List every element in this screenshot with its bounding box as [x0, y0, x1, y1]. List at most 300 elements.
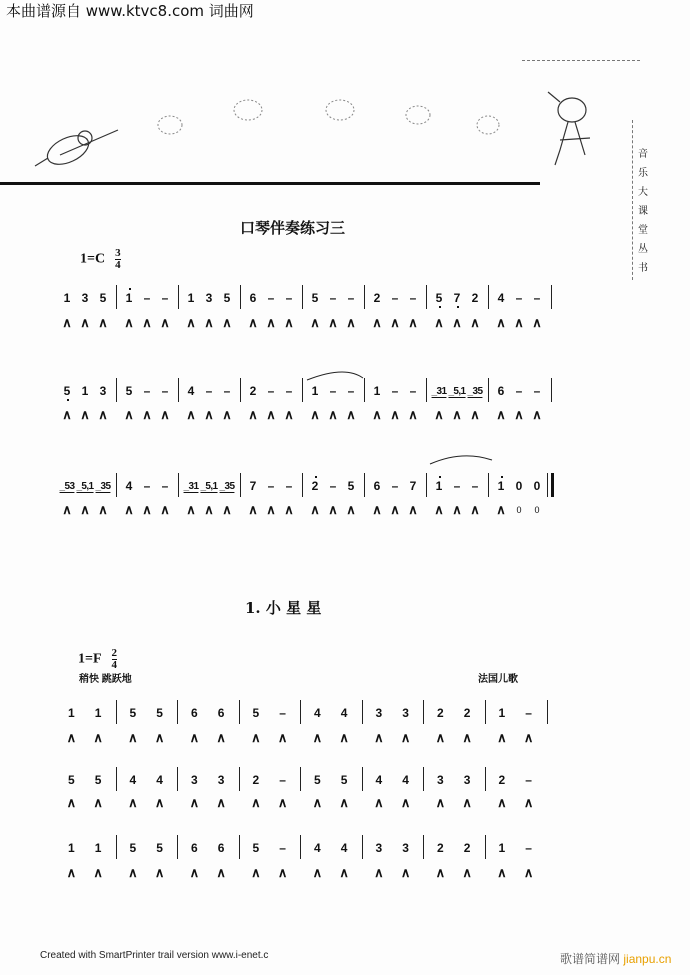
- breath-measure: [304, 792, 366, 814]
- note: –: [143, 479, 151, 493]
- note: 1: [94, 706, 102, 720]
- breath-mark: ∧: [248, 407, 258, 422]
- breath-measure: [304, 727, 366, 749]
- breath-measure: [366, 792, 428, 814]
- note: –: [525, 841, 532, 855]
- note: 6: [217, 841, 225, 855]
- measure: [58, 287, 120, 309]
- breath-mark: ∧: [216, 795, 226, 810]
- measure: [304, 769, 366, 791]
- note: 1: [311, 384, 319, 398]
- breath-mark-row: [58, 499, 554, 521]
- note: 5: [223, 291, 231, 305]
- breath-mark: ∧: [284, 407, 294, 422]
- breath-measure: [306, 312, 368, 334]
- breath-mark: ∧: [372, 502, 382, 517]
- breath-mark: ∧: [189, 865, 200, 880]
- breath-mark: ∧: [310, 502, 320, 517]
- note: 1: [498, 841, 506, 855]
- breath-mark: ∧: [66, 730, 77, 745]
- breath-mark: ∧: [390, 315, 400, 330]
- note: 5: [340, 773, 348, 787]
- song2-key: [78, 648, 117, 671]
- note: –: [409, 291, 417, 305]
- breath-mark: ∧: [128, 865, 138, 880]
- breath-mark: ∧: [400, 730, 411, 745]
- breath-measure: [58, 727, 120, 749]
- note: –: [525, 773, 532, 787]
- breath-mark: ∧: [128, 730, 138, 745]
- note: 1: [63, 291, 71, 305]
- breath-mark: ∧: [266, 502, 276, 517]
- breath-measure: [427, 792, 489, 814]
- breath-mark: ∧: [310, 315, 320, 330]
- breath-mark-row: [58, 312, 554, 334]
- breath-mark: ∧: [372, 407, 382, 422]
- breath-mark: ∧: [189, 730, 200, 745]
- note: –: [347, 291, 355, 305]
- note: –: [515, 291, 523, 305]
- breath-mark: ∧: [204, 502, 214, 517]
- breath-mark: ∧: [93, 730, 103, 745]
- note: –: [285, 384, 293, 398]
- note: 1: [68, 706, 75, 720]
- breath-mark: ∧: [408, 315, 418, 330]
- note: 1: [68, 841, 75, 855]
- breath-mark: ∧: [346, 407, 356, 422]
- note: 2: [471, 291, 479, 305]
- source-header: 本曲谱源自 www.ktvc8.com 词曲网: [6, 2, 254, 20]
- note: 5: [68, 773, 75, 787]
- breath-measure: [120, 312, 182, 334]
- series-char: 书: [638, 263, 648, 274]
- underlined-note-group: _5,1: [448, 385, 466, 397]
- note: –: [525, 706, 532, 720]
- key-signature: 1=F: [78, 651, 102, 667]
- breath-mark: ∧: [523, 730, 534, 745]
- note: 3: [463, 773, 471, 787]
- note: 2: [437, 841, 444, 855]
- breath-mark: ∧: [154, 795, 165, 810]
- note: 5: [156, 841, 163, 855]
- note: 2: [498, 773, 506, 787]
- key-signature: 1=C: [80, 251, 106, 267]
- breath-mark: ∧: [66, 865, 77, 880]
- underlined-note-group: _31: [183, 480, 199, 492]
- breath-mark: ∧: [470, 315, 480, 330]
- note: 2: [463, 841, 471, 855]
- note: –: [161, 384, 169, 398]
- breath-mark: ∧: [497, 730, 507, 745]
- note: –: [223, 384, 231, 398]
- breath-measure: [430, 312, 492, 334]
- breath-mark: ∧: [328, 407, 338, 422]
- breath-mark: ∧: [124, 315, 134, 330]
- breath-measure: [182, 499, 244, 521]
- note: 5: [129, 841, 137, 855]
- measure: [492, 287, 554, 309]
- breath-mark: ∧: [128, 795, 138, 810]
- measure: [306, 287, 368, 309]
- note: 6: [217, 706, 225, 720]
- breath-mark: ∧: [277, 795, 288, 810]
- tempo-marking: 稍快 跳跃地: [79, 674, 132, 685]
- breath-measure: [489, 792, 551, 814]
- note: 5: [94, 773, 102, 787]
- breath-mark: ∧: [339, 865, 349, 880]
- time-bottom: 4: [111, 659, 118, 671]
- header-rule: [0, 182, 540, 185]
- note: –: [533, 384, 541, 398]
- underlined-note-group: _5,1: [76, 480, 94, 492]
- breath-measure: [366, 862, 428, 884]
- note: 6: [191, 841, 198, 855]
- measure: [244, 287, 306, 309]
- measure: [489, 837, 551, 859]
- breath-mark: ∧: [435, 795, 446, 810]
- measure: [366, 769, 428, 791]
- measure: [120, 769, 182, 791]
- breath-measure: [366, 727, 428, 749]
- note: 3: [402, 706, 409, 720]
- breath-mark: 0: [534, 505, 540, 515]
- song1-title: 口琴伴奏练习三: [240, 219, 346, 237]
- breath-measure: [304, 862, 366, 884]
- breath-mark-row: [58, 862, 550, 884]
- breath-measure: [181, 862, 243, 884]
- breath-mark: ∧: [186, 315, 196, 330]
- breath-mark: ∧: [80, 502, 90, 517]
- breath-measure: [489, 862, 551, 884]
- breath-mark: ∧: [98, 502, 108, 517]
- note: 5: [125, 384, 133, 398]
- note: 7: [249, 479, 257, 493]
- measure: [58, 702, 120, 724]
- breath-mark: ∧: [434, 502, 444, 517]
- breath-mark: ∧: [462, 795, 472, 810]
- breath-mark: ∧: [222, 315, 232, 330]
- note: 1: [187, 291, 195, 305]
- breath-mark: ∧: [400, 795, 411, 810]
- underlined-note-group: _31: [431, 385, 447, 397]
- breath-mark: ∧: [248, 315, 258, 330]
- breath-mark: ∧: [189, 795, 200, 810]
- breath-mark: ∧: [408, 407, 418, 422]
- measure: [427, 702, 489, 724]
- breath-measure: [181, 727, 243, 749]
- note: –: [161, 291, 169, 305]
- measure: [243, 769, 305, 791]
- breath-mark: ∧: [154, 730, 165, 745]
- footer-credit: Created with SmartPrinter trail version www.i-enet.c: [40, 950, 269, 961]
- note: 3: [375, 706, 383, 720]
- note: 7: [448, 291, 466, 305]
- breath-mark: ∧: [160, 407, 170, 422]
- breath-mark: ∧: [277, 730, 288, 745]
- time-signature: [112, 648, 118, 671]
- breath-mark: ∧: [452, 502, 462, 517]
- breath-measure: [243, 862, 305, 884]
- breath-mark-row: [58, 792, 550, 814]
- measure: [304, 702, 366, 724]
- note: 4: [314, 841, 321, 855]
- breath-mark: ∧: [80, 315, 90, 330]
- breath-mark: ∧: [160, 315, 170, 330]
- breath-mark: ∧: [328, 315, 338, 330]
- breath-mark: ∧: [310, 407, 320, 422]
- breath-mark: ∧: [98, 315, 108, 330]
- breath-measure: [120, 862, 182, 884]
- breath-measure: [120, 499, 182, 521]
- note: –: [205, 384, 213, 398]
- breath-mark: ∧: [339, 795, 349, 810]
- note: 1: [430, 479, 448, 493]
- cartoon-illustration: [0, 80, 620, 190]
- note: 0: [515, 479, 523, 493]
- note: –: [285, 291, 293, 305]
- breath-mark: ∧: [222, 407, 232, 422]
- note: 4: [340, 706, 348, 720]
- breath-mark: ∧: [400, 865, 411, 880]
- breath-mark: ∧: [160, 502, 170, 517]
- note: –: [471, 479, 479, 493]
- breath-mark: 0: [516, 505, 522, 515]
- note: 5: [99, 291, 107, 305]
- breath-mark: ∧: [266, 407, 276, 422]
- note: 3: [375, 841, 383, 855]
- breath-measure: [58, 792, 120, 814]
- measure: [243, 837, 305, 859]
- note: 2: [463, 706, 471, 720]
- note: 4: [340, 841, 348, 855]
- breath-mark: ∧: [346, 315, 356, 330]
- note: 3: [191, 773, 198, 787]
- breath-mark: ∧: [98, 407, 108, 422]
- note: 1: [81, 384, 89, 398]
- breath-measure: [368, 312, 430, 334]
- note: –: [329, 479, 337, 493]
- breath-mark: ∧: [62, 315, 72, 330]
- breath-mark: ∧: [374, 795, 384, 810]
- series-char: 乐: [638, 168, 648, 179]
- measure: [181, 702, 243, 724]
- breath-measure: [58, 312, 120, 334]
- note: –: [347, 384, 355, 398]
- slur: [430, 456, 492, 464]
- note: 4: [314, 706, 321, 720]
- note: 0: [533, 479, 541, 493]
- note: –: [267, 479, 275, 493]
- breath-measure: [120, 792, 182, 814]
- breath-mark: ∧: [216, 865, 226, 880]
- breath-mark: ∧: [496, 315, 506, 330]
- note: 4: [402, 773, 409, 787]
- breath-mark: ∧: [462, 865, 472, 880]
- breath-measure: [244, 499, 306, 521]
- breath-measure: [58, 862, 120, 884]
- divider: [632, 120, 633, 280]
- measure: [368, 287, 430, 309]
- note: 5: [311, 291, 319, 305]
- breath-mark: ∧: [312, 730, 323, 745]
- breath-mark: ∧: [284, 315, 294, 330]
- breath-measure: [368, 499, 430, 521]
- breath-mark: ∧: [328, 502, 338, 517]
- measure: [182, 287, 244, 309]
- measure: [427, 769, 489, 791]
- breath-mark: ∧: [452, 407, 462, 422]
- divider: [522, 60, 640, 61]
- note: 1: [492, 479, 510, 493]
- slurs: [0, 360, 690, 480]
- note: 3: [205, 291, 213, 305]
- breath-mark: ∧: [532, 315, 542, 330]
- note: –: [267, 291, 275, 305]
- note: –: [391, 291, 399, 305]
- measure: [489, 769, 551, 791]
- breath-measure: [489, 727, 551, 749]
- measure: [58, 837, 120, 859]
- note: 4: [187, 384, 195, 398]
- breath-mark: ∧: [374, 730, 384, 745]
- breath-mark: ∧: [216, 730, 226, 745]
- note: 1: [373, 384, 381, 398]
- breath-mark: ∧: [470, 407, 480, 422]
- note: 3: [99, 384, 107, 398]
- note: 4: [125, 479, 133, 493]
- note: 6: [191, 706, 198, 720]
- measure: [120, 287, 182, 309]
- breath-mark: ∧: [523, 795, 534, 810]
- breath-measure: [306, 499, 368, 521]
- note: 3: [437, 773, 444, 787]
- breath-mark: ∧: [80, 407, 90, 422]
- note: –: [391, 384, 399, 398]
- cloud-icon: [158, 100, 499, 134]
- note: 2: [252, 773, 260, 787]
- breath-mark: ∧: [142, 502, 152, 517]
- measure: [489, 702, 551, 724]
- song1-key: [80, 248, 121, 271]
- note: 4: [497, 291, 505, 305]
- breath-mark: ∧: [523, 865, 534, 880]
- breath-mark: ∧: [462, 730, 472, 745]
- note: 2: [373, 291, 381, 305]
- breath-mark: ∧: [372, 315, 382, 330]
- breath-mark: ∧: [93, 795, 103, 810]
- breath-mark: ∧: [251, 795, 261, 810]
- breath-measure: [430, 499, 492, 521]
- measure: [304, 837, 366, 859]
- breath-mark: ∧: [222, 502, 232, 517]
- note: 5: [129, 706, 137, 720]
- breath-measure: [182, 312, 244, 334]
- measure: [181, 837, 243, 859]
- breath-mark: ∧: [346, 502, 356, 517]
- breath-mark: ∧: [186, 407, 196, 422]
- note: 3: [217, 773, 225, 787]
- note: 3: [81, 291, 89, 305]
- time-top: 3: [115, 247, 121, 259]
- breath-mark: ∧: [434, 315, 444, 330]
- breath-mark-row: [58, 727, 550, 749]
- breath-mark: ∧: [204, 407, 214, 422]
- note: 2: [249, 384, 257, 398]
- note: –: [409, 384, 417, 398]
- note: 2: [306, 479, 324, 493]
- notation-row: [58, 287, 554, 309]
- note: 3: [402, 841, 409, 855]
- breath-mark: ∧: [248, 502, 258, 517]
- note: 6: [373, 479, 381, 493]
- breath-mark: ∧: [514, 407, 524, 422]
- note: –: [285, 479, 293, 493]
- breath-mark: ∧: [251, 865, 261, 880]
- breath-measure: [243, 727, 305, 749]
- notation-row: [58, 769, 550, 791]
- note: 4: [375, 773, 383, 787]
- breath-measure: [244, 312, 306, 334]
- underlined-note-group: _35: [467, 385, 483, 397]
- breath-mark: ∧: [93, 865, 103, 880]
- breath-mark: ∧: [312, 795, 323, 810]
- breath-mark: ∧: [62, 407, 72, 422]
- series-label: [636, 145, 650, 278]
- breath-mark: ∧: [435, 730, 446, 745]
- slur: [307, 372, 363, 380]
- note: 5: [252, 841, 260, 855]
- song-origin: 法国儿歌: [478, 674, 518, 685]
- measure: [243, 702, 305, 724]
- breath-measure: [243, 792, 305, 814]
- breath-mark: ∧: [124, 407, 134, 422]
- note: 7: [409, 479, 417, 493]
- note: 2: [437, 706, 444, 720]
- breath-mark: ∧: [496, 502, 506, 517]
- breath-measure: [427, 727, 489, 749]
- note: 1: [94, 841, 102, 855]
- measure: [366, 702, 428, 724]
- breath-mark: ∧: [186, 502, 196, 517]
- breath-mark: ∧: [284, 502, 294, 517]
- time-top: 2: [111, 647, 118, 659]
- breath-measure: [120, 727, 182, 749]
- breath-measure: [492, 312, 554, 334]
- series-char: 课: [638, 206, 648, 217]
- breath-mark: ∧: [497, 795, 507, 810]
- breath-mark: ∧: [390, 407, 400, 422]
- breath-mark: ∧: [496, 407, 506, 422]
- breath-mark: ∧: [514, 315, 524, 330]
- note: –: [329, 291, 337, 305]
- note: 5: [58, 384, 76, 398]
- breath-mark: ∧: [204, 315, 214, 330]
- breath-mark: ∧: [532, 407, 542, 422]
- song2-title: 1. 小 星 星: [245, 599, 322, 617]
- breath-mark: ∧: [434, 407, 444, 422]
- breath-mark: ∧: [470, 502, 480, 517]
- note: –: [267, 384, 275, 398]
- breath-mark: ∧: [154, 865, 165, 880]
- series-char: 音: [638, 149, 648, 160]
- note: –: [515, 384, 523, 398]
- breath-mark: ∧: [435, 865, 446, 880]
- underlined-note-group: _5,1: [200, 480, 218, 492]
- note: –: [391, 479, 399, 493]
- note: –: [279, 706, 286, 720]
- measure: [181, 769, 243, 791]
- breath-mark: ∧: [374, 865, 384, 880]
